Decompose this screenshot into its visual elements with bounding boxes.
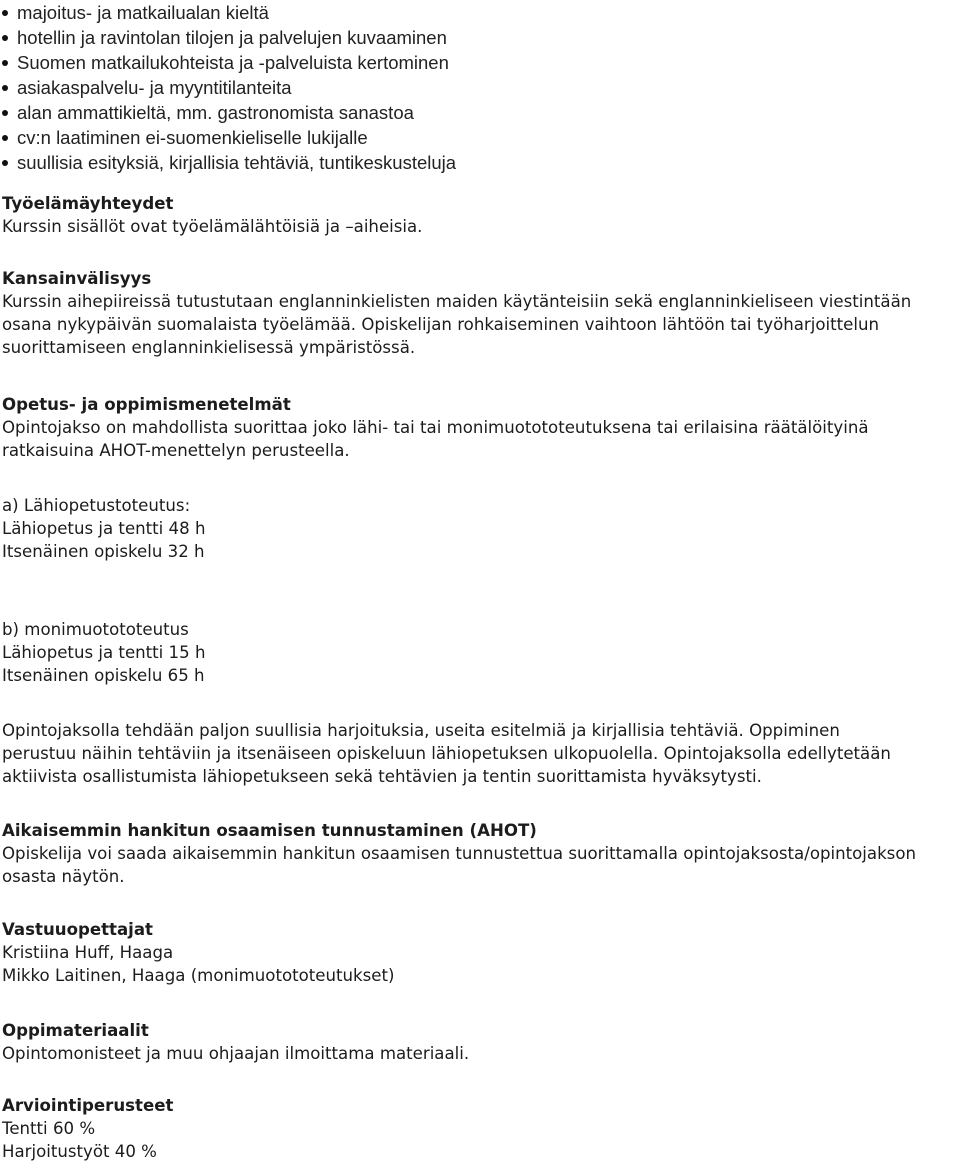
paragraph-line: Harjoitustyöt 40 % bbox=[2, 1142, 157, 1161]
section-heading: Oppimateriaalit bbox=[2, 1021, 149, 1040]
section-opetus bbox=[2, 393, 869, 462]
bullet-icon bbox=[2, 85, 8, 91]
section-ahot bbox=[2, 819, 916, 888]
paragraph-line: ratkaisuina AHOT-menettelyn perusteella. bbox=[2, 441, 350, 460]
bullet-icon bbox=[2, 35, 8, 41]
paragraph-line: Opintojakso on mahdollista suorittaa joko lähi- tai tai monimuotototeutuksena tai erilaisina räätälöityinä bbox=[2, 418, 869, 437]
list-item bbox=[0, 25, 456, 50]
paragraph-line: Kristiina Huff, Haaga bbox=[2, 943, 174, 962]
paragraph-line: osasta näytön. bbox=[2, 867, 125, 886]
list-item-text: hotellin ja ravintolan tilojen ja palvelujen kuvaaminen bbox=[17, 27, 447, 48]
list-item-text: cv:n laatiminen ei-suomenkieliselle lukijalle bbox=[17, 127, 368, 148]
list-item bbox=[0, 125, 456, 150]
section-heading: Kansainvälisyys bbox=[2, 269, 152, 288]
harjoitukset-paragraph bbox=[2, 719, 891, 788]
paragraph-line: Itsenäinen opiskelu 65 h bbox=[2, 666, 205, 685]
list-item-text: suullisia esityksiä, kirjallisia tehtäviä, tuntikeskusteluja bbox=[17, 152, 457, 173]
section-kansainvalisyys bbox=[2, 267, 911, 359]
paragraph-line: osana nykypäivän suomalaista työelämää. Opiskelijan rohkaiseminen vaihtoon lähtöön tai työharjoittelun bbox=[2, 315, 879, 334]
content-bullet-list bbox=[0, 0, 456, 175]
section-heading: Vastuuopettajat bbox=[2, 920, 153, 939]
paragraph-line: suorittamiseen englanninkielisessä ympäristössä. bbox=[2, 338, 416, 357]
bullet-icon bbox=[2, 160, 8, 166]
section-arviointiperusteet bbox=[2, 1094, 173, 1163]
section-heading: Työelämäyhteydet bbox=[2, 194, 174, 213]
paragraph-line: Opiskelija voi saada aikaisemmin hankitun osaamisen tunnustettua suorittamalla opintojaksosta/opintojakson bbox=[2, 844, 916, 863]
paragraph-line: perustuu näihin tehtäviin ja itsenäiseen opiskeluun lähiopetuksen ulkopuolella. Opintojaksolla edellytetään bbox=[2, 744, 891, 763]
paragraph-line: aktiivista osallistumista lähiopetukseen sekä tehtävien ja tentin suorittamista hyväksytysti. bbox=[2, 767, 762, 786]
section-text: Kurssin sisällöt ovat työelämälähtöisiä ja –aiheisia. bbox=[2, 217, 423, 236]
section-heading: Arviointiperusteet bbox=[2, 1096, 174, 1115]
list-item bbox=[0, 100, 456, 125]
list-item-text: Suomen matkailukohteista ja -palveluista kertominen bbox=[17, 52, 449, 73]
bullet-icon bbox=[2, 60, 8, 66]
list-item-text: asiakaspalvelu- ja myyntitilanteita bbox=[17, 77, 292, 98]
section-vastuuopettajat bbox=[2, 918, 394, 987]
section-tyoelamayhteydet bbox=[2, 192, 422, 238]
toteutus-a bbox=[2, 494, 205, 563]
bullet-icon bbox=[2, 135, 8, 141]
list-item-text: alan ammattikieltä, mm. gastronomista sanastoa bbox=[17, 102, 414, 123]
paragraph-line: Tentti 60 % bbox=[2, 1119, 96, 1138]
paragraph-line: Opintojaksolla tehdään paljon suullisia harjoituksia, useita esitelmiä ja kirjallisia tehtäviä. Oppiminen bbox=[2, 721, 840, 740]
bullet-icon bbox=[2, 10, 8, 16]
list-item bbox=[0, 50, 456, 75]
toteutus-b bbox=[2, 618, 205, 687]
paragraph-line: a) Lähiopetustoteutus: bbox=[2, 496, 191, 515]
paragraph-line: Lähiopetus ja tentti 15 h bbox=[2, 643, 206, 662]
paragraph-line: b) monimuotototeutus bbox=[2, 620, 189, 639]
list-item bbox=[0, 150, 456, 175]
section-oppimateriaalit bbox=[2, 1019, 469, 1065]
paragraph-line: Lähiopetus ja tentti 48 h bbox=[2, 519, 206, 538]
paragraph-line: Itsenäinen opiskelu 32 h bbox=[2, 542, 205, 561]
section-heading: Aikaisemmin hankitun osaamisen tunnustaminen (AHOT) bbox=[2, 821, 537, 840]
list-item-text: majoitus- ja matkailualan kieltä bbox=[17, 2, 269, 23]
list-item bbox=[0, 75, 456, 100]
paragraph-line: Opintomonisteet ja muu ohjaajan ilmoittama materiaali. bbox=[2, 1044, 470, 1063]
paragraph-line: Mikko Laitinen, Haaga (monimuotototeutukset) bbox=[2, 966, 395, 985]
list-item bbox=[0, 0, 456, 25]
bullet-icon bbox=[2, 110, 8, 116]
paragraph-line: Kurssin aihepiireissä tutustutaan englanninkielisten maiden käytänteisiin sekä englanninkieliseen viestintään bbox=[2, 292, 912, 311]
section-heading: Opetus- ja oppimismenetelmät bbox=[2, 395, 291, 414]
